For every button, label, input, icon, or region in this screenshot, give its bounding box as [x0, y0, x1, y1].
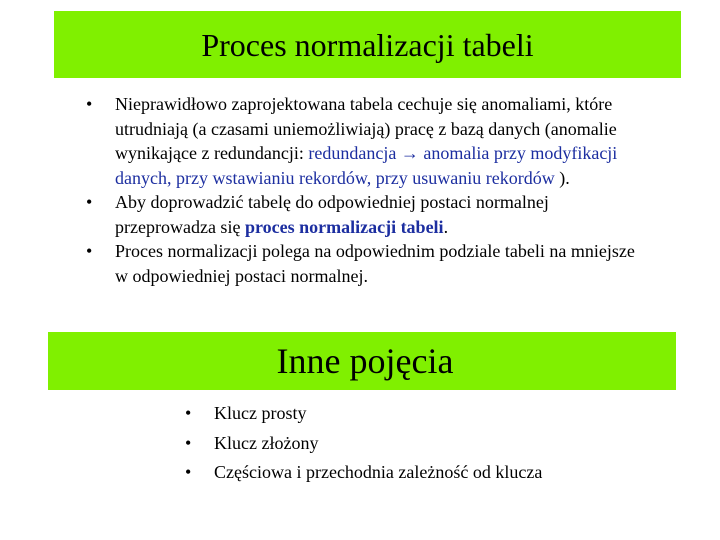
section-bullet-list [185, 399, 542, 488]
bullet-item-anomalies [86, 92, 646, 190]
bullet-marker: • [86, 241, 93, 261]
bullet-item-normal-form [86, 190, 646, 239]
section-item-composite-key [185, 429, 542, 459]
bullet-marker: • [185, 403, 192, 423]
section-item-dependency [185, 458, 542, 488]
right-arrow-icon: → [400, 143, 419, 163]
bullet-marker: • [185, 432, 192, 453]
bullet-text-end: . [443, 216, 449, 237]
bullet-text: Nieprawidłowo zaprojektowana tabela cechuje się anomaliami, które utrudniają (a czasami uniemożliwiają) pracę z bazą danych (anomalie wynikające z redundancji: [115, 94, 617, 163]
title-banner [54, 11, 681, 78]
slide-title: Proces normalizacji tabeli [201, 26, 534, 63]
highlight-redundancy: redundancja [308, 143, 401, 163]
section-title: Inne pojęcia [276, 341, 454, 381]
section-item-label: Klucz złożony [214, 432, 319, 453]
bullet-marker: • [86, 94, 93, 114]
section-item-simple-key [185, 399, 542, 429]
bullet-marker: • [185, 462, 192, 482]
bullet-marker: • [86, 192, 93, 212]
highlight-anomaly-list: anomalia przy modyfikacji danych, przy wstawianiu rekordów, przy usuwaniu rekordów [115, 143, 618, 188]
bullet-text: Proces normalizacji polega na odpowiednim podziale tabeli na mniejsze w odpowiedniej postaci normalnej. [115, 241, 635, 286]
main-bullet-list [86, 92, 646, 288]
bullet-text-end: ). [554, 167, 570, 188]
section-item-label: Klucz prosty [214, 403, 307, 423]
highlight-normalization-process: proces normalizacji tabeli [244, 216, 444, 237]
bullet-item-decomposition [86, 239, 646, 288]
bullet-text: Aby doprowadzić tabelę do odpowiedniej postaci normalnej przeprowadza się [115, 192, 549, 237]
section-item-label: Częściowa i przechodnia zależność od klucza [214, 462, 543, 482]
section-banner [48, 332, 676, 390]
